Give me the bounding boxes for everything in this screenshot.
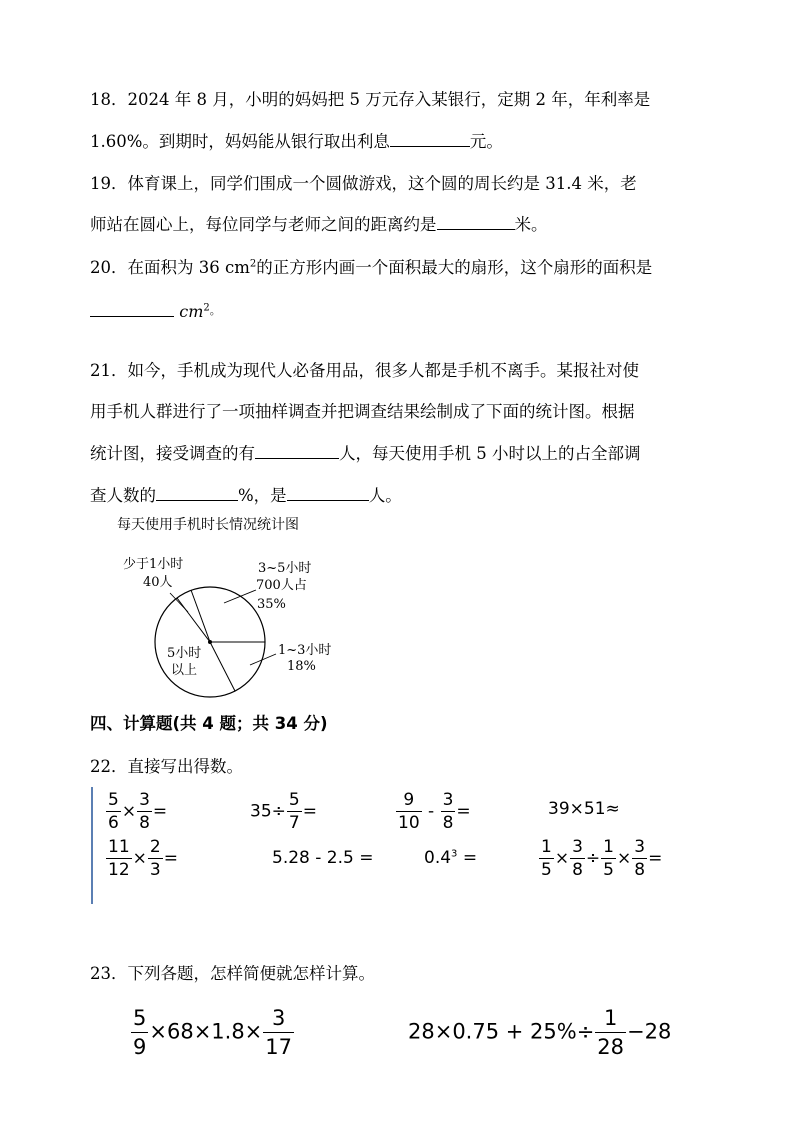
q20-unit: cm [179,302,204,321]
q22-a-d1: 6 [108,813,119,833]
q23-e1-n2: 3 [263,1004,294,1033]
q23-e2-post: −28 [627,1019,672,1044]
label-5-b: 以上 [171,663,198,678]
q19-line2-text: 师站在圆心上，每位同学与老师之间的距离约是 [90,215,437,234]
q20-unit-sup: 2 [203,302,210,314]
q22-h-n2: 3 [572,837,583,857]
q21-line1: 21．如今，手机成为现代人必备用品，很多人都是手机不离手。某报社对使 [90,361,639,380]
q22-e-d1: 12 [108,860,130,880]
q22-item-a [105,789,167,834]
q20-line1-text-b: 的正方形内画一个面积最大的扇形，这个扇形的面积是 [256,258,653,277]
q22-e-op: × [132,848,147,869]
q20-line1-text-a: 20．在面积为 36 cm [90,258,250,277]
q23-title: 23．下列各题，怎样简便就怎样计算。 [90,964,375,983]
label-5-a: 5小时 [167,646,202,661]
q22-item-c [395,789,471,834]
q21-line3-text: 统计图，接受调查的有 [90,444,255,463]
q22-g-exp: 3 [451,848,458,860]
q22-item-d: 39×51≈ [548,799,620,819]
q20-end: 。 [209,304,221,317]
section4-title: 四、计算题(共 4 题；共 34 分) [90,714,328,733]
q22-b-n: 5 [288,790,300,810]
label-less1-a: 少于1小时 [123,557,184,572]
q18-line1: 18．2024 年 8 月，小明的妈妈把 5 万元存入某银行，定期 2 年，年利率是 [90,90,651,109]
q22-h-d2: 8 [572,860,583,880]
q22-item-b [250,789,317,834]
q21-line4-mid: %，是 [238,486,287,505]
q22-left-bar [91,787,93,904]
q22-e-n2: 2 [149,837,161,857]
q22-g-base: 0.4 [424,848,452,868]
q22-title: 22．直接写出得数。 [90,757,243,776]
q22-g-eq: = [457,848,478,868]
q22-c-d2: 8 [442,813,454,833]
q23-expr-1 [130,1004,295,1061]
q19-line1: 19．体育课上，同学们围成一个圆做游戏，这个圆的周长约是 31.4 米，老 [90,174,637,193]
q22-b-pre: 35÷ [250,801,286,822]
q22-a-op: × [121,801,137,822]
q22-e-eq: = [163,848,178,869]
pie-divider-top [177,598,210,642]
q22-c-n1: 9 [396,789,422,812]
q18-line2-end: 元。 [469,132,503,151]
q21-line4-end: 人。 [368,486,402,505]
q21-line2: 用手机人群进行了一项抽样调查并把调查结果绘制成了下面的统计图。根据 [90,402,635,421]
pie-divider-bottom [210,642,235,691]
q23-e1-mid: ×68×1.8× [149,1019,263,1044]
q21-line4-text: 查人数的 [90,486,156,505]
q22-item-h [538,836,662,881]
q23-e2-d: 28 [597,1035,625,1059]
q22-a-d2: 8 [139,813,150,833]
q22-h-d1: 5 [541,860,552,880]
label-35-b: 700人占 [256,578,307,593]
label-35-c: 35% [257,597,286,612]
q22-h-op3: × [616,848,632,869]
q22-h-n3: 1 [603,837,614,857]
label-35-a: 3~5小时 [258,561,312,576]
q22-h-op1: × [554,848,570,869]
leader-35 [224,590,256,603]
q23-e2-pre: 28×0.75 + 25%÷ [408,1019,595,1044]
q22-c-op: - [422,801,440,822]
q22-b-eq: = [302,801,317,822]
pie-center [208,640,212,644]
q22-b-d: 7 [288,813,300,833]
q22-a-n2: 3 [139,790,150,810]
label-13-a: 1~3小时 [278,643,332,658]
q22-h-n1: 1 [541,837,552,857]
q23-expr-2 [408,1004,671,1061]
q22-item-g [424,848,477,868]
q23-e2-n: 1 [595,1004,626,1033]
q22-c-d1: 10 [398,813,420,833]
q22-a-eq: = [152,801,168,822]
q22-c-eq: = [456,801,471,822]
q20-sup: 2 [249,258,257,270]
q22-item-e [105,836,178,881]
q22-h-d4: 8 [634,860,646,880]
q22-e-d2: 3 [149,860,161,880]
q19-line2-end: 米。 [514,215,548,234]
q23-e1-n1: 5 [131,1004,148,1033]
q22-a-n1: 5 [108,790,119,810]
q21-line3-end: 人，每天使用手机 5 小时以上的占全部调 [339,444,641,463]
q23-e1-d2: 17 [265,1035,293,1059]
q22-h-op2: ÷ [585,848,601,869]
pie-divider-top2 [191,590,210,642]
q22-c-n2: 3 [442,790,454,810]
q22-e-n1: 11 [108,837,130,857]
q22-h-eq: = [648,848,663,869]
chart-title: 每天使用手机时长情况统计图 [117,517,299,533]
q18-line2-text: 1.60%。到期时，妈妈能从银行取出利息 [90,132,390,151]
label-less1-b: 40人 [143,575,173,590]
q22-item-f: 5.28 - 2.5 = [272,848,374,868]
q22-h-n4: 3 [634,837,646,857]
q22-h-d3: 5 [603,860,614,880]
label-13-b: 18% [287,659,316,674]
q23-e1-d1: 9 [133,1035,147,1059]
